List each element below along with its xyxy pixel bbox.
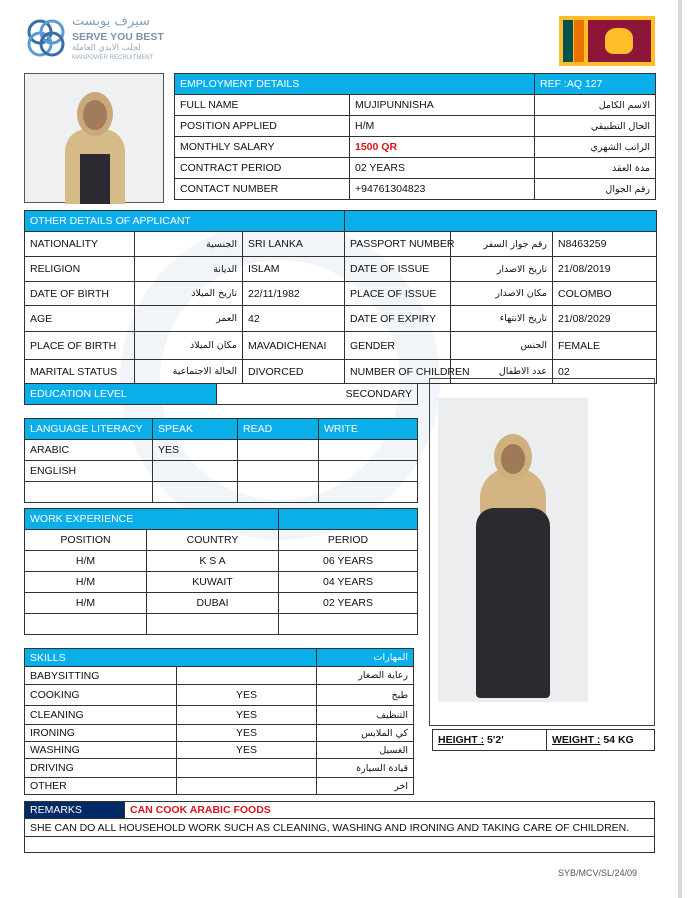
work-experience-section-title: WORK EXPERIENCE	[25, 509, 279, 530]
employment-details-table	[174, 73, 656, 200]
place-of-birth-arabic: مكان الميلاد	[135, 332, 243, 360]
monthly-salary-arabic: الراتب الشهري	[535, 137, 656, 158]
work-row-position: H/M	[25, 551, 147, 572]
gender-arabic: الجنس	[451, 332, 553, 360]
language-arabic: ARABIC	[25, 440, 153, 461]
work-row-period: 02 YEARS	[279, 593, 418, 614]
employment-section-title: EMPLOYMENT DETAILS	[175, 74, 535, 95]
work-row-country: KUWAIT	[147, 572, 279, 593]
marital-status-label: MARITAL STATUS	[25, 360, 135, 384]
skill-arabic: اخر	[317, 778, 414, 795]
sri-lanka-flag-icon	[559, 16, 655, 66]
contract-period-arabic: مدة العقد	[535, 158, 656, 179]
work-row-period: 04 YEARS	[279, 572, 418, 593]
contract-period-label: CONTRACT PERIOD	[175, 158, 350, 179]
language-english-write	[319, 461, 418, 482]
nationality-value: SRI LANKA	[243, 232, 345, 257]
work-experience-header-blank	[279, 509, 418, 530]
skill-arabic: طبخ	[317, 685, 414, 706]
work-experience-table	[24, 508, 418, 635]
skill-value: YES	[177, 742, 317, 759]
marital-status-arabic: الحالة الاجتماعية	[135, 360, 243, 384]
skill-other: OTHER	[25, 778, 177, 795]
place-of-issue-value: COLOMBO	[553, 282, 657, 306]
skill-babysitting: BABYSITTING	[25, 667, 177, 685]
work-row-position: H/M	[25, 593, 147, 614]
remarks-label: REMARKS	[25, 802, 125, 819]
age-value: 42	[243, 306, 345, 332]
language-english-read	[238, 461, 319, 482]
language-header-write: WRITE	[319, 419, 418, 440]
place-of-issue-arabic: مكان الاصدار	[451, 282, 553, 306]
skill-value	[177, 759, 317, 778]
remarks-table	[24, 801, 655, 853]
footer-code: SYB/MCV/SL/24/09	[558, 868, 638, 878]
other-details-table	[24, 210, 657, 384]
language-arabic-write	[319, 440, 418, 461]
religion-arabic: الديانة	[135, 257, 243, 282]
number-of-children-value: 02	[553, 360, 657, 384]
skill-arabic: الغسيل	[317, 742, 414, 759]
age-label: AGE	[25, 306, 135, 332]
full-name-arabic: الاسم الكامل	[535, 95, 656, 116]
place-of-issue-label: PLACE OF ISSUE	[345, 282, 451, 306]
other-details-section-title: OTHER DETAILS OF APPLICANT	[25, 211, 345, 232]
full-name-value: MUJIPUNNISHA	[350, 95, 535, 116]
height-label: HEIGHT :	[438, 734, 485, 746]
date-of-birth-label: DATE OF BIRTH	[25, 282, 135, 306]
skills-section-title: SKILLS	[25, 649, 317, 667]
logo-rings-icon	[24, 16, 68, 60]
skill-driving: DRIVING	[25, 759, 177, 778]
measurements-table	[432, 729, 655, 751]
language-header-read: READ	[238, 419, 319, 440]
nationality-arabic: الجنسية	[135, 232, 243, 257]
work-header-country: COUNTRY	[147, 530, 279, 551]
reference-number: REF :AQ 127	[535, 74, 656, 95]
work-row-country: K S A	[147, 551, 279, 572]
number-of-children-arabic: عدد الاطفال	[451, 360, 553, 384]
language-header-speak: SPEAK	[153, 419, 238, 440]
monthly-salary-value: 1500 QR	[350, 137, 535, 158]
language-english: ENGLISH	[25, 461, 153, 482]
skill-arabic: كي الملابس	[317, 725, 414, 742]
religion-value: ISLAM	[243, 257, 345, 282]
weight-label: WEIGHT :	[552, 734, 601, 746]
date-of-birth-arabic: تاريخ الميلاد	[135, 282, 243, 306]
logo-arabic: سيرف يوبست	[72, 14, 150, 29]
date-of-expiry-label: DATE OF EXPIRY	[345, 306, 451, 332]
date-of-expiry-value: 21/08/2029	[553, 306, 657, 332]
skill-value	[177, 667, 317, 685]
work-row-period: 06 YEARS	[279, 551, 418, 572]
applicant-photo-portrait	[24, 73, 164, 203]
gender-value: FEMALE	[553, 332, 657, 360]
language-header-literacy: LANGUAGE LITERACY	[25, 419, 153, 440]
skill-value: YES	[177, 706, 317, 725]
skill-arabic: رعاية الصغار	[317, 667, 414, 685]
gender-label: GENDER	[345, 332, 451, 360]
contact-number-label: CONTACT NUMBER	[175, 179, 350, 200]
applicant-photo-full	[438, 398, 588, 702]
skill-cooking: COOKING	[25, 685, 177, 706]
skills-table	[24, 648, 414, 795]
language-empty	[25, 482, 153, 503]
marital-status-value: DIVORCED	[243, 360, 345, 384]
religion-label: RELIGION	[25, 257, 135, 282]
passport-number-arabic: رقم جواز السفر	[451, 232, 553, 257]
work-row-position: H/M	[25, 572, 147, 593]
age-arabic: العمر	[135, 306, 243, 332]
work-header-period: PERIOD	[279, 530, 418, 551]
remarks-text: SHE CAN DO ALL HOUSEHOLD WORK SUCH AS CLEANING, WASHING AND IRONING AND TAKING CARE OF CHILDREN.	[25, 819, 655, 837]
date-of-expiry-arabic: تاريخ الانتهاء	[451, 306, 553, 332]
position-applied-label: POSITION APPLIED	[175, 116, 350, 137]
skill-arabic: قيادة السيارة	[317, 759, 414, 778]
place-of-birth-label: PLACE OF BIRTH	[25, 332, 135, 360]
contact-number-arabic: رقم الجوال	[535, 179, 656, 200]
skills-section-title-arabic: المهارات	[317, 649, 414, 667]
logo-tagline: MANPOWER RECRUITMENT	[72, 55, 154, 61]
company-logo	[24, 14, 164, 64]
number-of-children-label: NUMBER OF CHILDREN	[345, 360, 451, 384]
education-level-value: SECONDARY	[217, 384, 418, 405]
contract-period-value: 02 YEARS	[350, 158, 535, 179]
place-of-birth-value: MAVADICHENAI	[243, 332, 345, 360]
date-of-issue-arabic: تاريخ الاصدار	[451, 257, 553, 282]
skill-washing: WASHING	[25, 742, 177, 759]
language-arabic-speak: YES	[153, 440, 238, 461]
date-of-birth-value: 22/11/1982	[243, 282, 345, 306]
height-value: 5'2'	[487, 734, 504, 746]
position-applied-value: H/M	[350, 116, 535, 137]
monthly-salary-label: MONTHLY SALARY	[175, 137, 350, 158]
logo-arabic-sub: لجلب الايدي العاملة	[72, 43, 141, 53]
nationality-label: NATIONALITY	[25, 232, 135, 257]
education-level-label: EDUCATION LEVEL	[25, 384, 217, 405]
language-arabic-read	[238, 440, 319, 461]
weight-cell	[547, 730, 655, 751]
date-of-issue-value: 21/08/2019	[553, 257, 657, 282]
skill-ironing: IRONING	[25, 725, 177, 742]
contact-number-value: +94761304823	[350, 179, 535, 200]
skill-value	[177, 778, 317, 795]
position-applied-arabic: الحال التطبيقي	[535, 116, 656, 137]
skill-value: YES	[177, 725, 317, 742]
passport-number-label: PASSPORT NUMBER	[345, 232, 451, 257]
remarks-empty-row	[25, 837, 655, 853]
language-table	[24, 418, 418, 503]
remarks-highlight: CAN COOK ARABIC FOODS	[125, 802, 655, 819]
logo-name: SERVE YOU BEST	[72, 31, 164, 43]
other-details-header-blank	[345, 211, 657, 232]
height-cell	[433, 730, 547, 751]
skill-cleaning: CLEANING	[25, 706, 177, 725]
date-of-issue-label: DATE OF ISSUE	[345, 257, 451, 282]
language-english-speak	[153, 461, 238, 482]
work-row-empty	[25, 614, 147, 635]
full-name-label: FULL NAME	[175, 95, 350, 116]
weight-value: 54 KG	[603, 734, 634, 746]
skill-arabic: التنظيف	[317, 706, 414, 725]
work-header-position: POSITION	[25, 530, 147, 551]
skill-value: YES	[177, 685, 317, 706]
passport-number-value: N8463259	[553, 232, 657, 257]
education-table	[24, 383, 418, 405]
work-row-country: DUBAI	[147, 593, 279, 614]
